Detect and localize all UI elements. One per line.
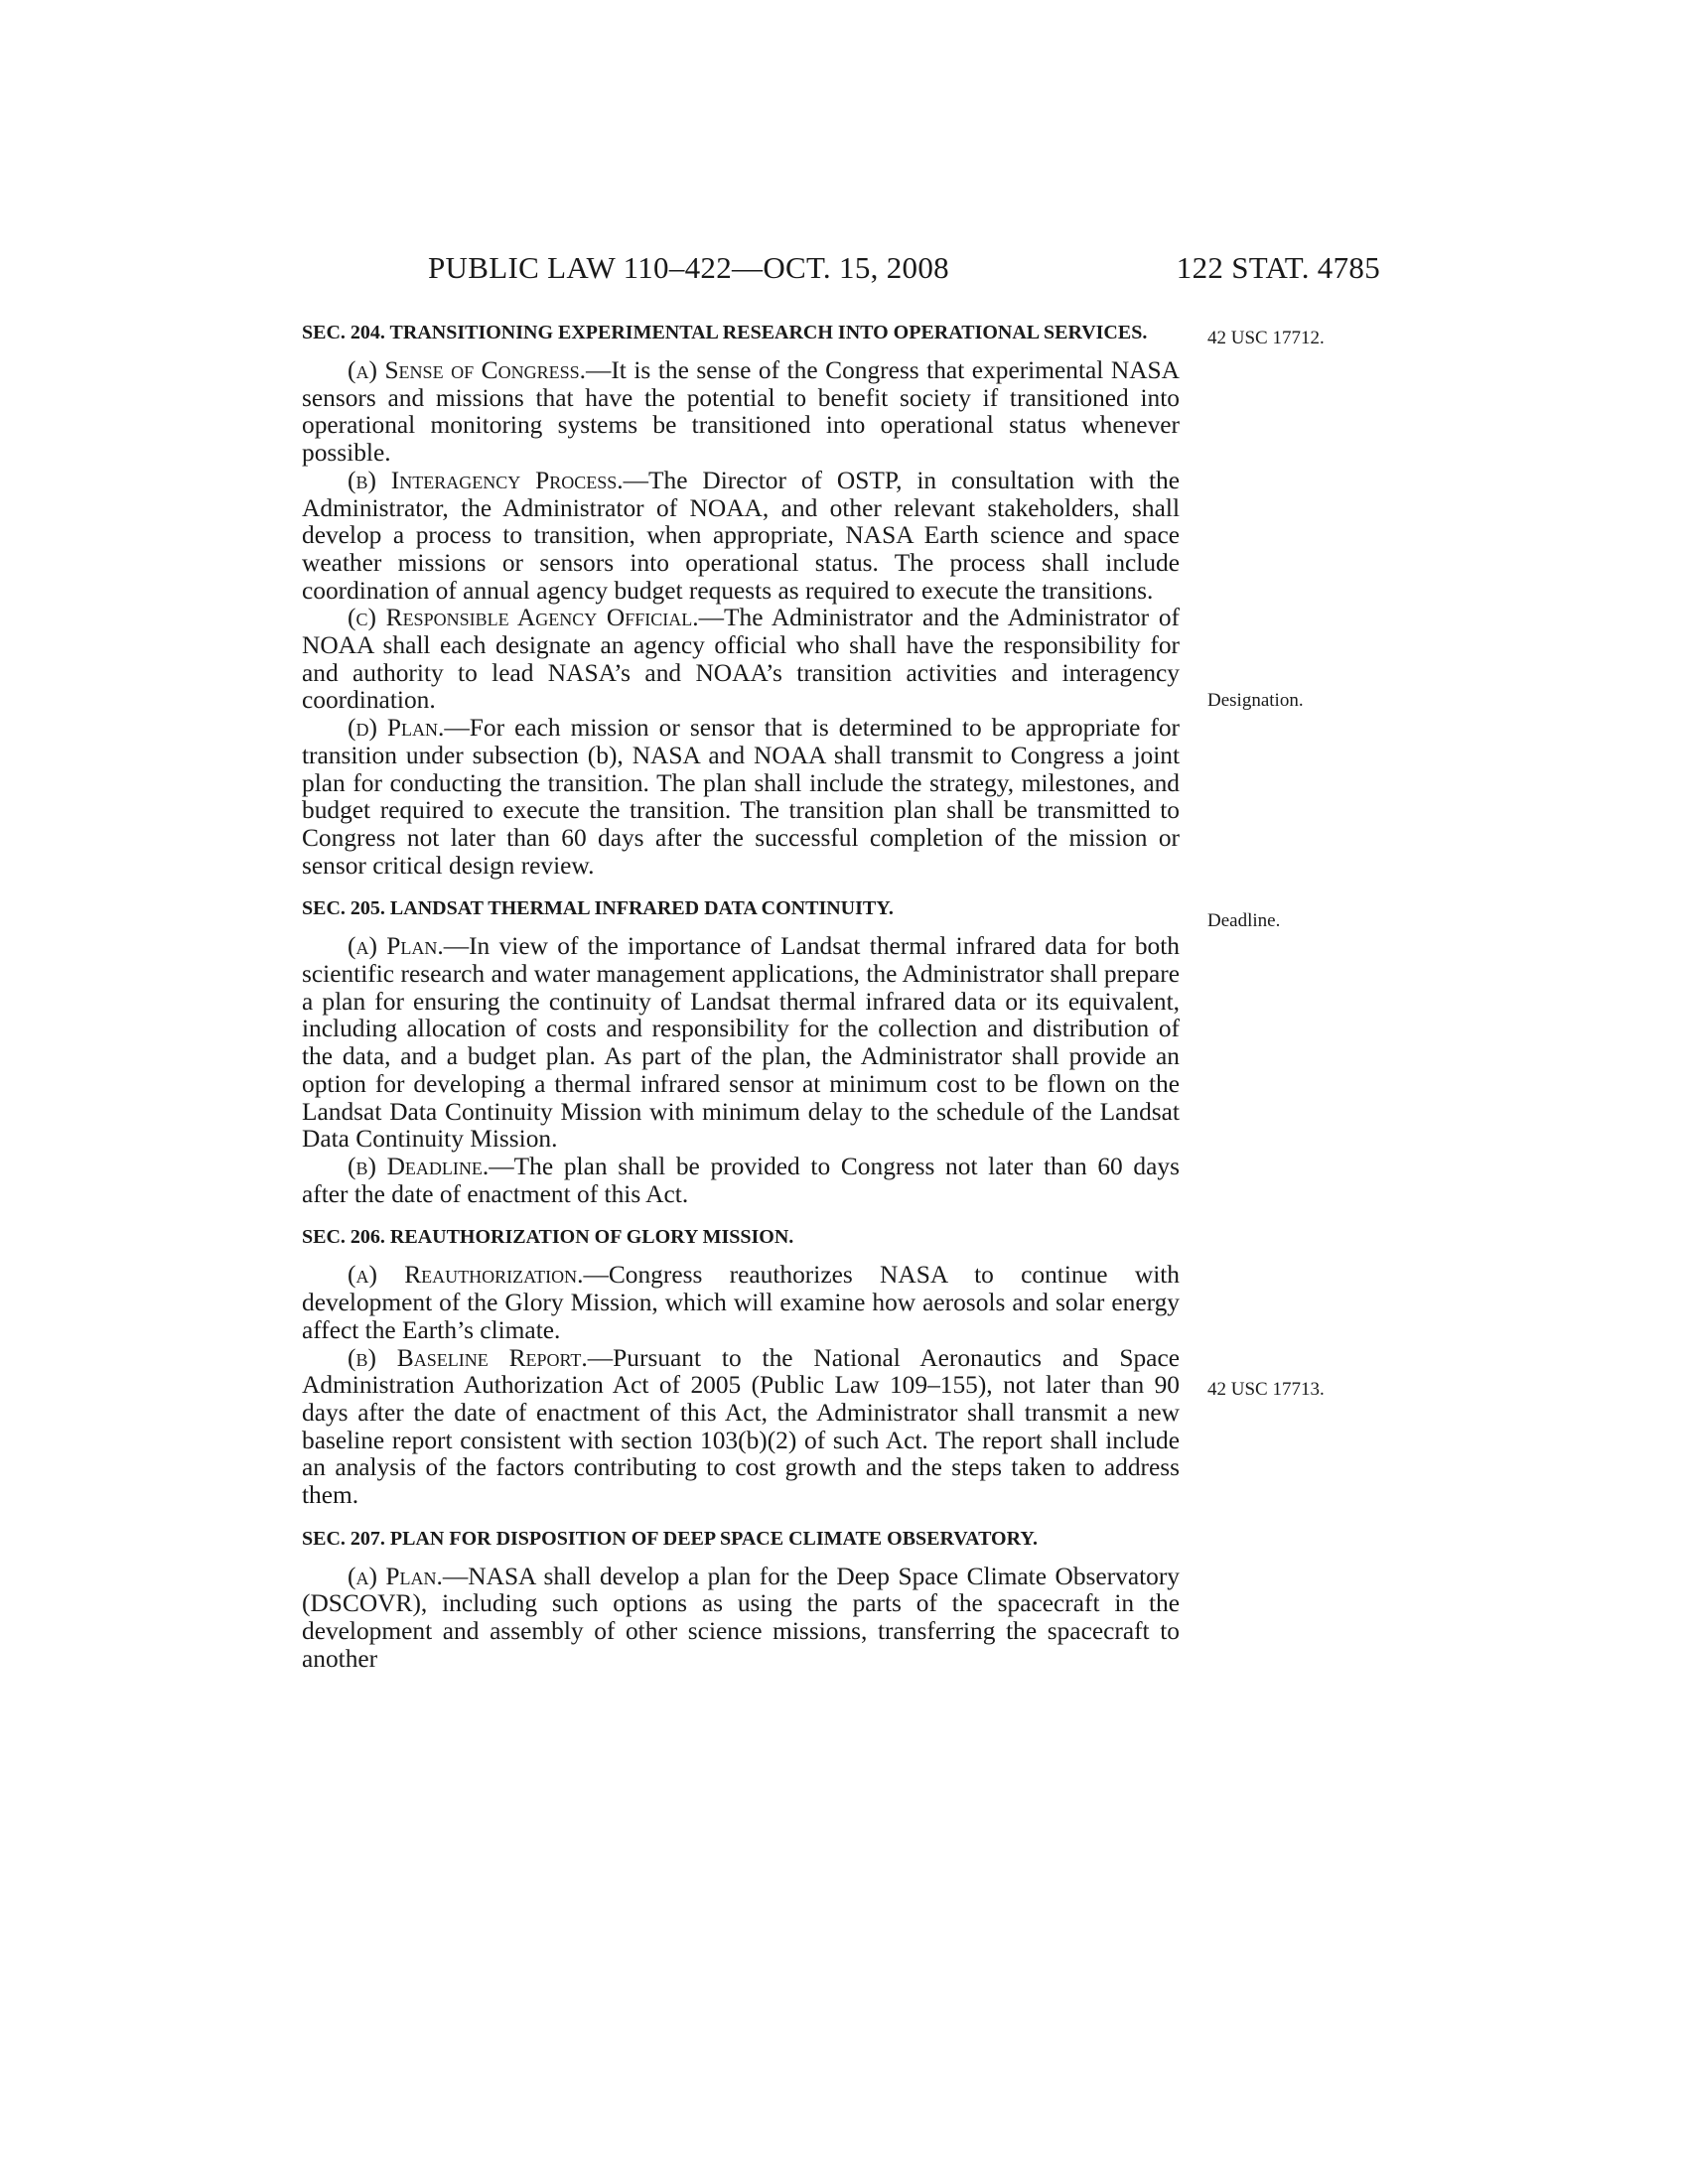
sec-204-c-text: —The Administrator and the Administrator of NOAA shall each designate an agency official who shall have the responsibility for and authority to lead NASA’s and NOAA’s transition activities and interagency coordination. — [302, 604, 1180, 715]
sec-204-d — [302, 715, 1180, 880]
margin-note-usc-17712: 42 USC 17712. — [1207, 328, 1325, 348]
body-text — [302, 320, 1180, 1674]
sec-205-a-text: —In view of the importance of Landsat thermal infrared data for both scientific research and water management applications, the Administrator shall prepare a plan for ensuring the continuity of Landsat thermal infrared data or its equivalent, including allocation of costs and responsibility for the collection and distribution of the data, and a budget plan. As part of the plan, the Administrator shall provide an option for developing a thermal infrared sensor at minimum cost to be flown on the Landsat Data Continuity Mission with minimum delay to the schedule of the Landsat Data Continuity Mission. — [302, 932, 1180, 1154]
sec-204-b — [302, 468, 1180, 606]
sec-204-a-label: (a) Sense of Congress. — [348, 356, 586, 384]
sec-207-heading: SEC. 207. PLAN FOR DISPOSITION OF DEEP SPACE CLIMATE OBSERVATORY. — [302, 1527, 1038, 1550]
sec-204-c — [302, 605, 1180, 715]
sec-204-b-label: (b) Interagency Process. — [348, 466, 624, 494]
sec-205-a-label: (a) Plan. — [348, 932, 444, 961]
sec-204-d-label: (d) Plan. — [348, 714, 445, 743]
sec-206-b-text: —Pursuant to the National Aeronautics and Space Administration Authorization Act of 2005 (Public Law 109–155), not later than 90 days after the date of enactment of this Act, the Administrator shall transmit a new baseline report consistent with section 103(b)(2) of such Act. The report shall include an analysis of the factors contributing to cost growth and the steps taken to address them. — [302, 1343, 1180, 1510]
sec-207-a-text: —NASA shall develop a plan for the Deep Space Climate Observatory (DSCOVR), including such options as using the parts of the spacecraft in the development and assembly of other science missions, transferring the spacecraft to another — [302, 1562, 1180, 1673]
sec-206-b-label: (b) Baseline Report. — [348, 1343, 588, 1372]
margin-note-designation: Designation. — [1207, 690, 1304, 711]
margin-note-usc-17713: 42 USC 17713. — [1207, 1379, 1325, 1400]
public-law-title: PUBLIC LAW 110–422—OCT. 15, 2008 — [428, 250, 949, 285]
sec-206-heading: SEC. 206. REAUTHORIZATION OF GLORY MISSION. — [302, 1226, 794, 1249]
sec-204-heading: SEC. 204. TRANSITIONING EXPERIMENTAL RESEARCH INTO OPERATIONAL SERVICES. — [302, 322, 1148, 343]
sec-204-b-text: —The Director of OSTP, in consultation with the Administrator, the Administrator of NOAA, and other relevant stakeholders, shall develop a process to transition, when appropriate, NASA Earth science and space weather missions or sensors into operational status. The process shall include coordination of annual agency budget requests as required to execute the transitions. — [302, 466, 1181, 605]
sec-204-a — [302, 357, 1180, 468]
sec-206-b — [302, 1345, 1180, 1510]
statute-page-number: 122 STAT. 4785 — [1176, 250, 1380, 285]
sec-205-b-label: (b) Deadline. — [348, 1152, 490, 1180]
sec-206-a-label: (a) Reauthorization. — [348, 1261, 584, 1290]
sec-204-d-text: —For each mission or sensor that is determined to be appropriate for transition under subsection (b), NASA and NOAA shall transmit to Congress a joint plan for conducting the transition. The plan shall include the strategy, milestones, and budget required to execute the transition. The transition plan shall be transmitted to Congress not later than 60 days after the successful completion of the mission or sensor critical design review. — [302, 714, 1180, 880]
sec-205-heading: SEC. 205. LANDSAT THERMAL INFRARED DATA CONTINUITY. — [302, 897, 894, 920]
sec-207-a — [302, 1564, 1180, 1674]
sec-205-b — [302, 1154, 1180, 1208]
sec-204-a-text: —It is the sense of the Congress that experimental NASA sensors and missions that have the potential to benefit society if transitioned into operational monitoring systems be transitioned into operational status whenever possible. — [302, 356, 1180, 468]
page-header — [298, 250, 1380, 290]
sec-205-b-text: —The plan shall be provided to Congress not later than 60 days after the date of enactment of this Act. — [302, 1152, 1180, 1208]
sec-206-a — [302, 1262, 1180, 1344]
sec-206-a-text: —Congress reauthorizes NASA to continue with development of the Glory Mission, which will examine how aerosols and solar energy affect the Earth’s climate. — [302, 1261, 1180, 1344]
sec-207-a-label: (a) Plan. — [348, 1562, 443, 1590]
margin-note-deadline: Deadline. — [1207, 910, 1281, 931]
sec-204-c-label: (c) Responsible Agency Official. — [348, 604, 699, 632]
sec-205-a — [302, 933, 1180, 1154]
